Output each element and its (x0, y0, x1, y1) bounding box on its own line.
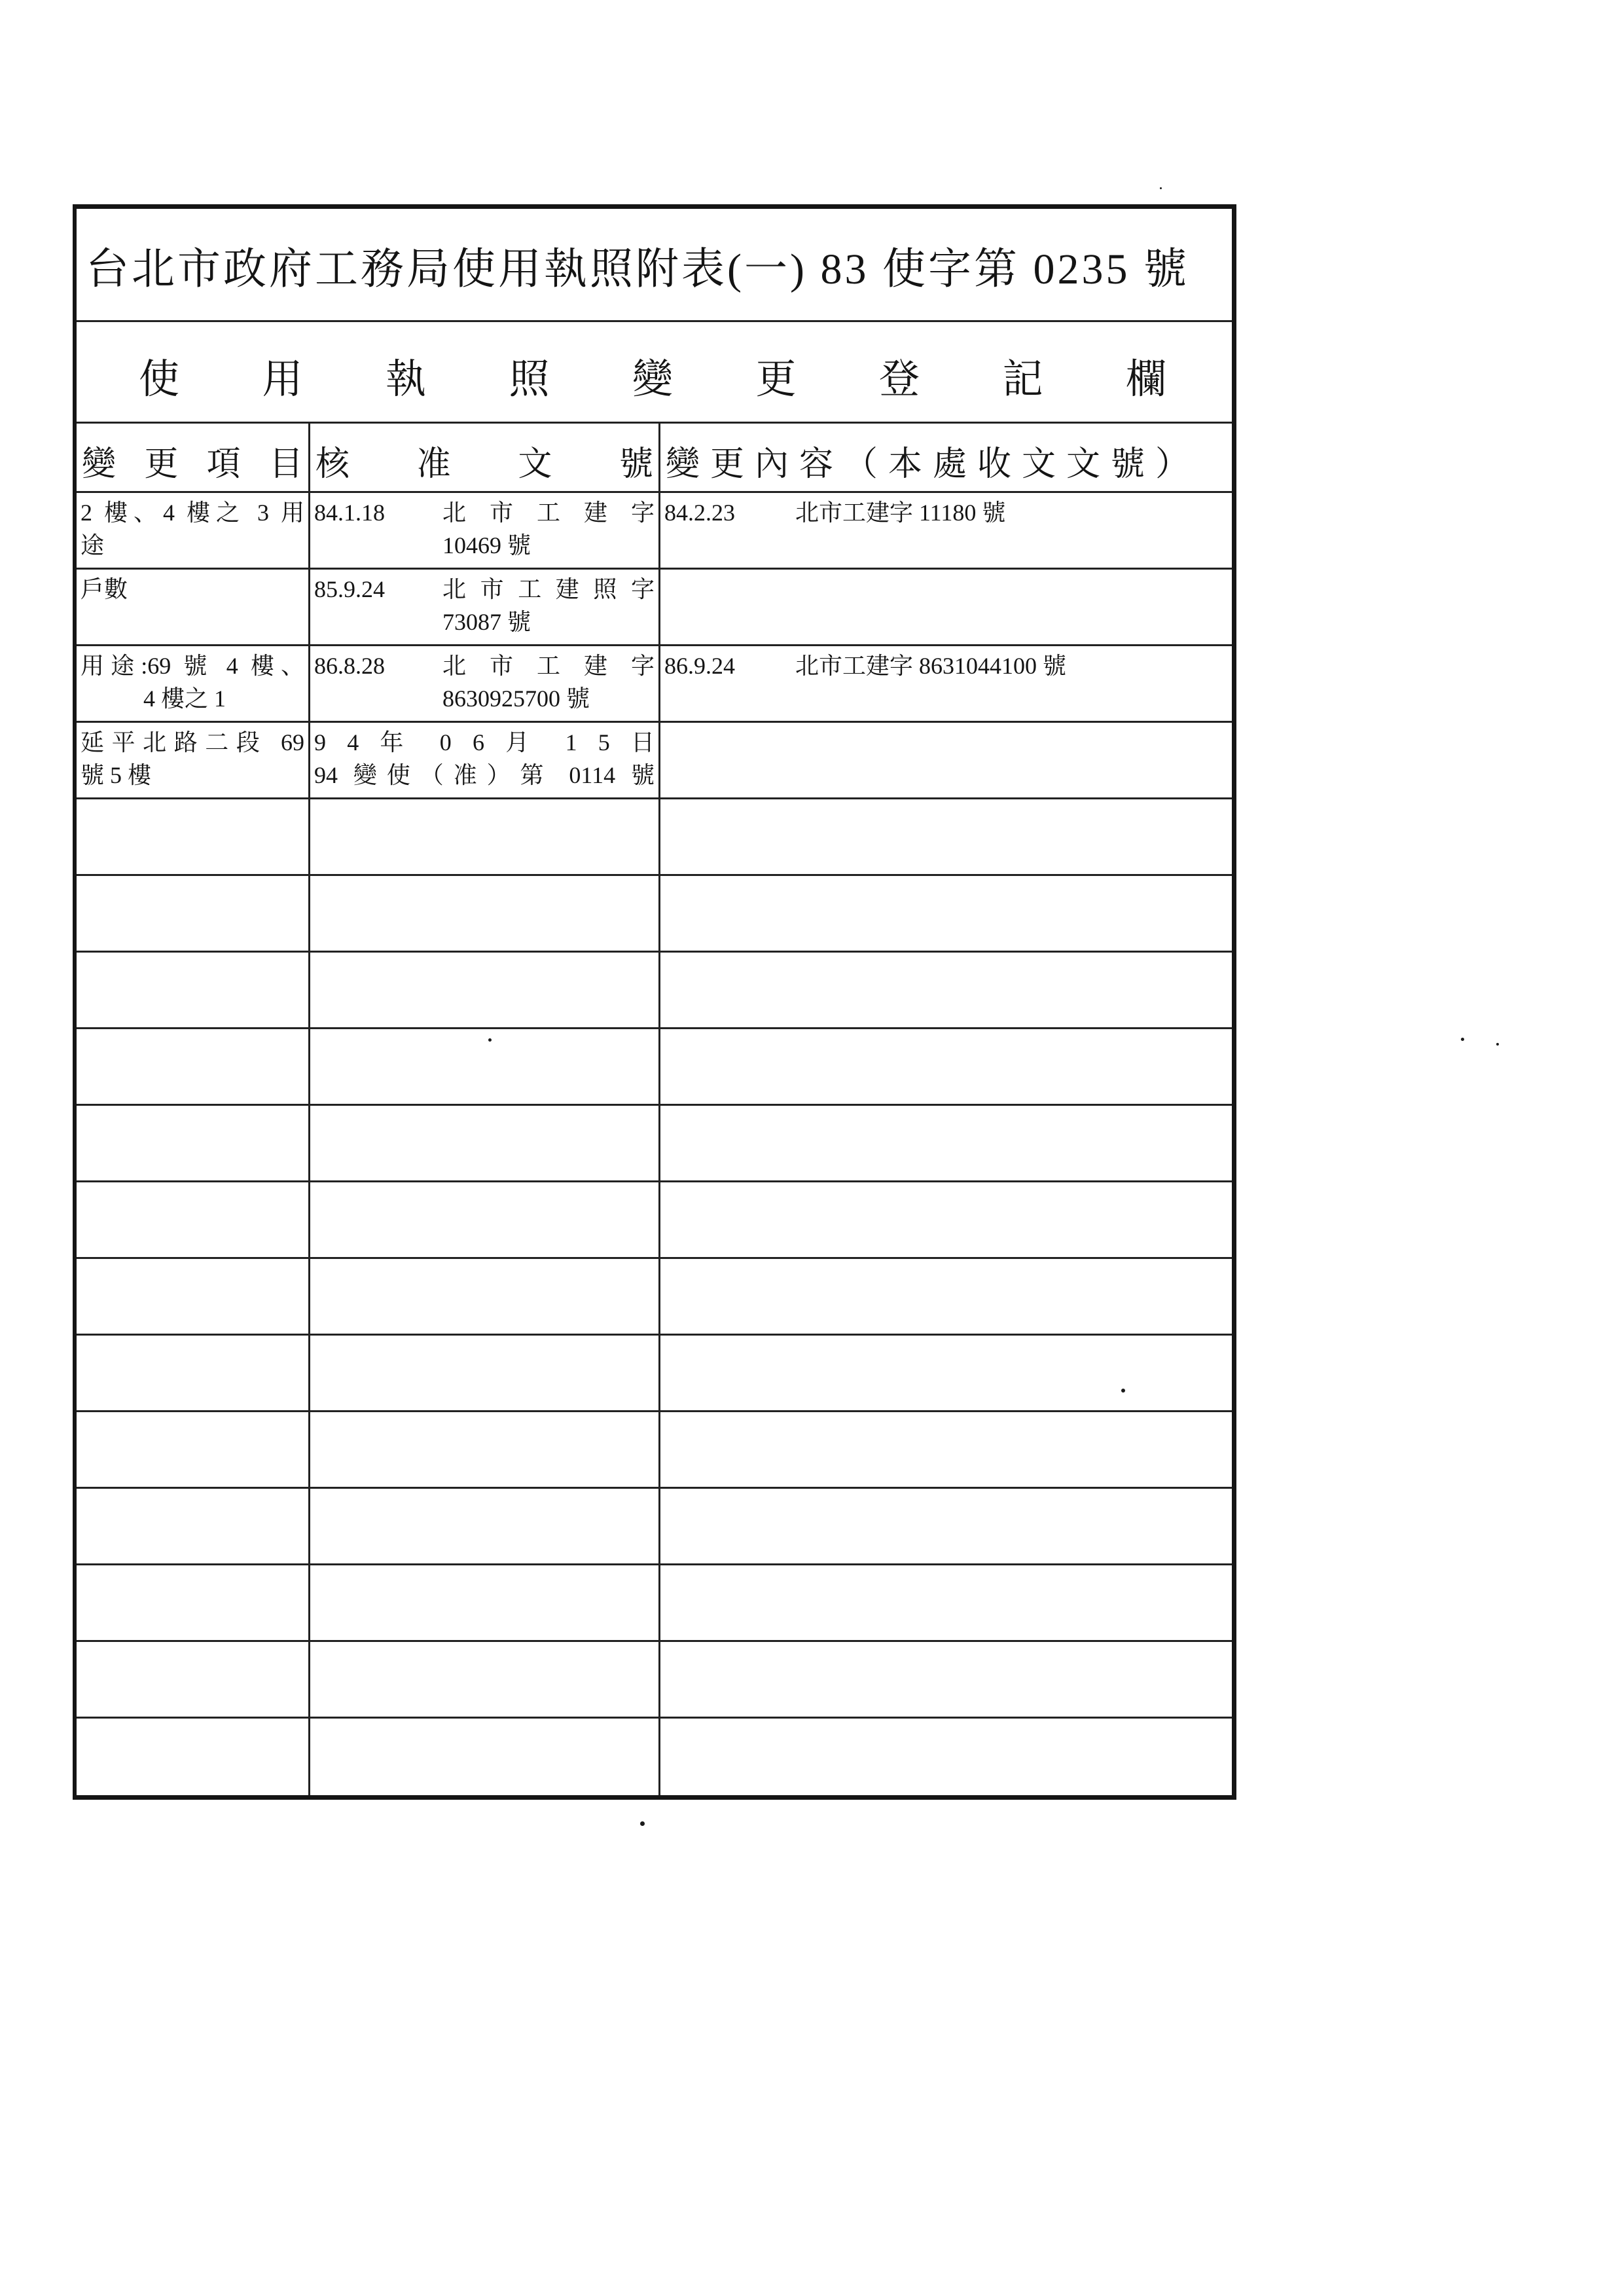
receipt-reference: 北市工建字 11180 號 (795, 500, 1006, 526)
approval-doc-number: 10469 號 (442, 532, 531, 558)
receipt-reference: 北市工建字 8631044100 號 (795, 653, 1067, 679)
approval-number-cell (310, 1642, 660, 1717)
change-item-cell (77, 1259, 310, 1334)
approval-doc-number: 94 變使（准）第 0114 號 (314, 762, 655, 788)
column-header-change-item (77, 424, 310, 491)
change-item-cell (77, 1565, 310, 1640)
table-row-empty (77, 1719, 1232, 1795)
change-content-cell (660, 570, 1232, 644)
scan-speck (1461, 1038, 1464, 1041)
approval-issuer: 北 市 工 建 字 (442, 500, 655, 526)
approval-date: 85.9.24 (314, 576, 385, 602)
change-item-line: 號 5 樓 (81, 762, 152, 788)
table-row-empty (77, 1182, 1232, 1259)
change-content-cell (660, 646, 1232, 721)
column-header-change-content (660, 424, 1232, 491)
approval-number-cell (310, 1336, 660, 1410)
change-content-cell (660, 799, 1232, 874)
approval-number-cell (310, 1259, 660, 1334)
change-item-cell (77, 1642, 310, 1717)
table-row-empty (77, 1029, 1232, 1106)
change-item-cell (77, 1029, 310, 1104)
change-item-line: 2 樓、4 樓之 3 用 (81, 500, 304, 526)
change-content-cell (660, 1719, 1232, 1795)
change-item-cell (77, 799, 310, 874)
scan-speck (1121, 1389, 1125, 1393)
change-item-cell (77, 876, 310, 951)
change-content-cell (660, 1106, 1232, 1180)
change-item-cell (77, 646, 310, 721)
table-row (77, 646, 1232, 723)
change-item-line: 戶數 (81, 576, 128, 602)
table-row-empty (77, 1565, 1232, 1642)
license-change-register-table (73, 204, 1236, 1800)
change-item-line: 用途:69 號 4 樓、 (81, 653, 304, 679)
approval-reference (442, 496, 655, 568)
approval-number-cell (310, 1106, 660, 1180)
change-content-cell (660, 1259, 1232, 1334)
column-header-label: 核 准 文 號 (315, 446, 653, 483)
approval-date: 84.1.18 (314, 500, 385, 526)
change-content-cell (660, 1029, 1232, 1104)
section-heading: 使 用 執 照 變 更 登 記 欄 (139, 357, 1166, 402)
approval-reference (442, 649, 655, 721)
change-item-cell (77, 493, 310, 568)
approval-number-cell (310, 493, 660, 568)
approval-number-cell (310, 1182, 660, 1257)
table-row (77, 570, 1232, 646)
table-row-empty (77, 1412, 1232, 1489)
approval-date-line: 9 4 年 0 6 月 1 5 日 (314, 729, 655, 756)
table-row (77, 493, 1232, 570)
approval-number-cell (310, 723, 660, 797)
title-row (77, 209, 1232, 322)
approval-number-cell (310, 570, 660, 644)
scan-speck (640, 1821, 645, 1826)
change-item-cell (77, 1106, 310, 1180)
change-item-line: 延平北路二段 69 (81, 729, 304, 756)
table-row-empty (77, 799, 1232, 876)
change-content-cell (660, 1565, 1232, 1640)
table-row-empty (77, 953, 1232, 1029)
scan-speck (1160, 187, 1162, 189)
approval-doc-number: 8630925700 號 (442, 685, 590, 712)
change-content-cell (660, 1489, 1232, 1563)
change-item-cell (77, 723, 310, 797)
scan-speck (1496, 1043, 1499, 1046)
approval-doc-number: 73087 號 (442, 609, 531, 635)
table-row-empty (77, 876, 1232, 953)
table-row-empty (77, 1336, 1232, 1412)
change-content-cell (660, 1336, 1232, 1410)
approval-number-cell (310, 1719, 660, 1795)
change-content-cell (660, 1182, 1232, 1257)
change-content-cell (660, 493, 1232, 568)
change-content-cell (660, 953, 1232, 1027)
change-content-cell (660, 723, 1232, 797)
approval-reference (442, 573, 655, 644)
table-row (77, 723, 1232, 799)
receipt-date: 86.9.24 (664, 653, 735, 679)
column-header-approval-number (310, 424, 660, 491)
change-item-cell (77, 953, 310, 1027)
change-item-cell (77, 1412, 310, 1487)
change-item-cell (77, 570, 310, 644)
change-item-cell (77, 1719, 310, 1795)
approval-number-cell (310, 1029, 660, 1104)
column-header-label: 變 更 項 目 (82, 446, 303, 483)
column-header-row (77, 424, 1232, 493)
receipt-date: 84.2.23 (664, 500, 735, 526)
change-content-cell (660, 1642, 1232, 1717)
change-item-line: 4 樓之 1 (143, 685, 226, 712)
approval-number-cell (310, 646, 660, 721)
column-header-label: 變更內容（本處收文文號） (666, 446, 1200, 483)
table-row-empty (77, 1106, 1232, 1182)
table-row-empty (77, 1642, 1232, 1719)
section-heading-row (77, 322, 1232, 424)
change-item-cell (77, 1489, 310, 1563)
approval-date: 86.8.28 (314, 653, 385, 679)
change-item-line: 途 (81, 532, 105, 558)
approval-number-cell (310, 953, 660, 1027)
change-content-cell (660, 1412, 1232, 1487)
page-title: 台北市政府工務局使用執照附表(一) 83 使字第 0235 號 (86, 245, 1189, 293)
change-item-cell (77, 1336, 310, 1410)
approval-number-cell (310, 1489, 660, 1563)
approval-number-cell (310, 876, 660, 951)
approval-issuer: 北 市 工 建 字 (442, 653, 655, 679)
table-row-empty (77, 1259, 1232, 1336)
approval-number-cell (310, 799, 660, 874)
scan-speck (488, 1038, 492, 1042)
approval-number-cell (310, 1412, 660, 1487)
approval-issuer: 北市工建照字 (442, 576, 655, 602)
table-row-empty (77, 1489, 1232, 1565)
change-content-cell (660, 876, 1232, 951)
approval-number-cell (310, 1565, 660, 1640)
change-item-cell (77, 1182, 310, 1257)
